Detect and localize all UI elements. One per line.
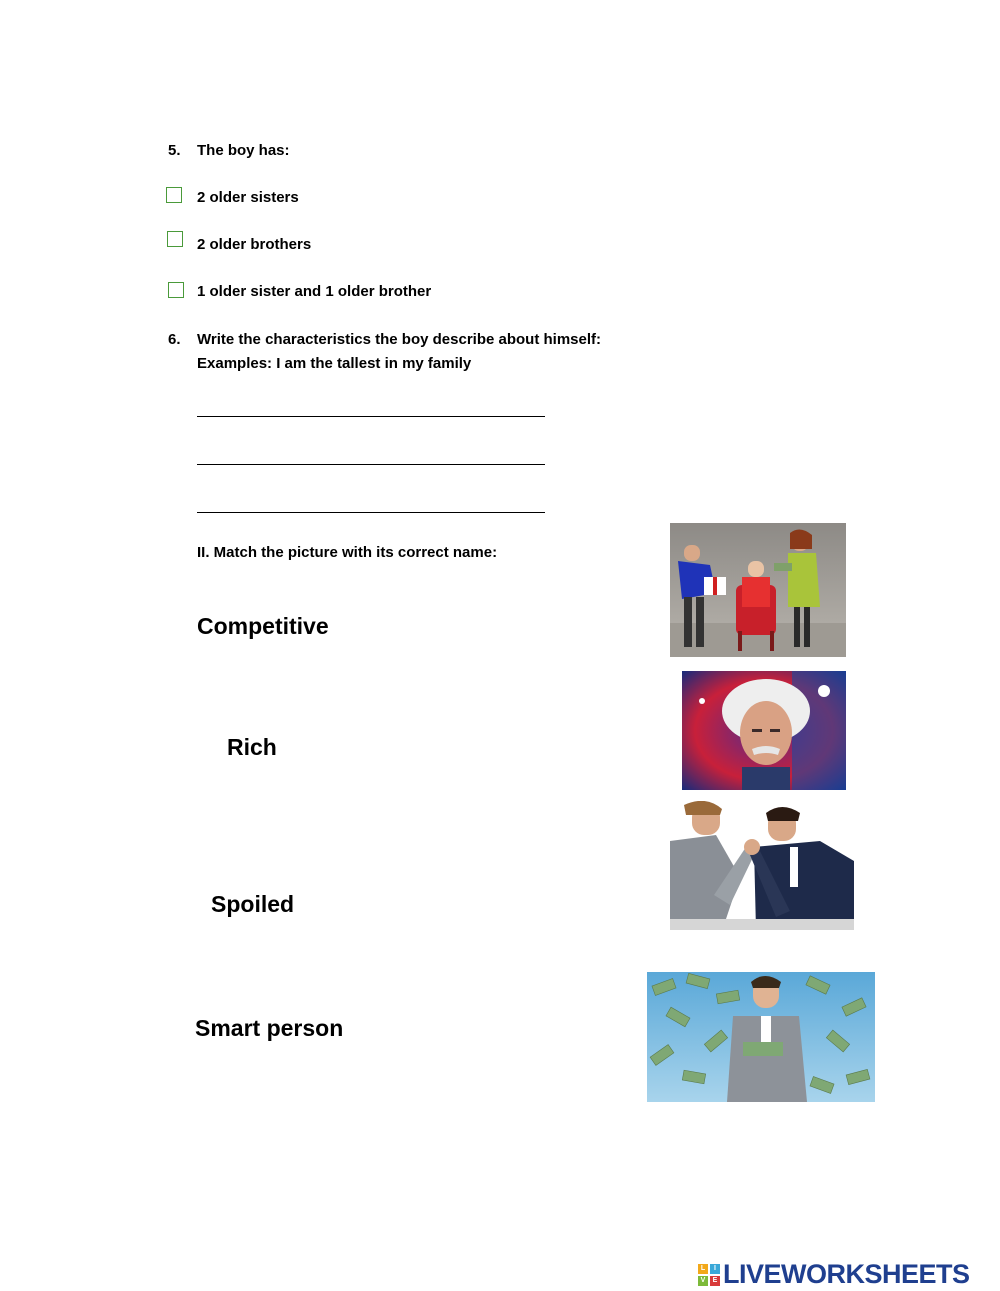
answer-line-1[interactable] [197, 416, 545, 417]
option-label-1: 2 older sisters [197, 189, 299, 206]
liveworksheets-logo [698, 1259, 970, 1290]
match-word-competitive: Competitive [197, 613, 329, 639]
match-word-spoiled: Spoiled [211, 891, 295, 917]
option-checkbox-2[interactable] [167, 231, 183, 247]
answer-line-2[interactable] [197, 464, 545, 465]
option-label-2: 2 older brothers [197, 236, 312, 253]
question-6-text: Write the characteristics the boy describe about himself: [197, 331, 602, 348]
smart-person-picture [682, 671, 846, 790]
question-6-number: 6. [168, 331, 181, 348]
option-checkbox-1[interactable] [166, 187, 182, 203]
answer-line-3[interactable] [197, 512, 545, 513]
rich-man-picture [647, 972, 875, 1102]
option-checkbox-3[interactable] [168, 282, 184, 298]
match-word-rich: Rich [227, 734, 277, 760]
option-label-3: 1 older sister and 1 older brother [197, 283, 432, 300]
logo-grid-icon: L I V E [698, 1264, 720, 1286]
spoiled-child-picture [670, 523, 846, 657]
question-5-text: The boy has: [197, 142, 290, 159]
question-5-number: 5. [168, 142, 181, 159]
section-2-instruction: II. Match the picture with its correct name: [197, 544, 498, 561]
brand-name: LIVEWORKSHEETS [723, 1259, 970, 1289]
question-6-example: Examples: I am the tallest in my family [197, 355, 472, 372]
competitive-picture [670, 801, 854, 930]
match-word-smart-person: Smart person [195, 1015, 344, 1041]
